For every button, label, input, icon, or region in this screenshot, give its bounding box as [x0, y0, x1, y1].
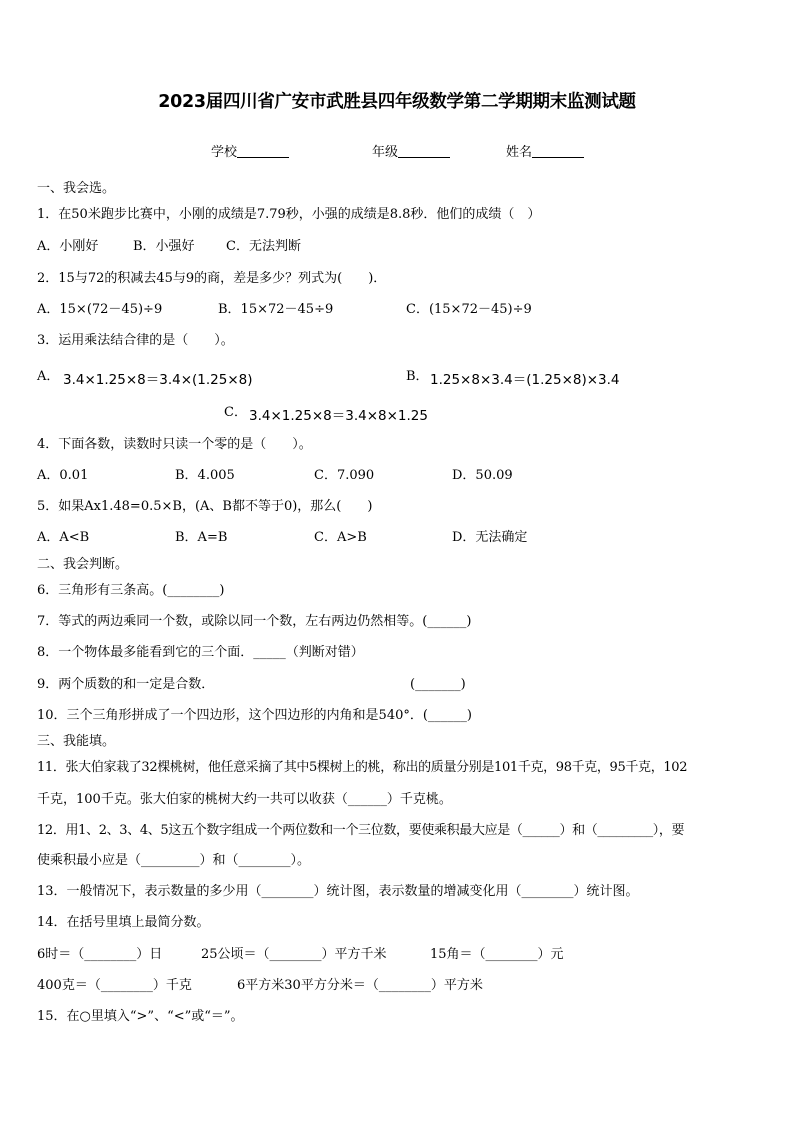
grade-label: 年级 [372, 145, 399, 160]
section-heading-2: 二、我会判断。 [37, 557, 129, 572]
q3-option-c[interactable] [224, 405, 247, 421]
q4-option-c[interactable]: C．7.090 [314, 468, 375, 483]
question-8: 8．一个物体最多能看到它的三个面．_____（判断对错） [37, 645, 364, 660]
question-13: 13．一般情况下，表示数量的多少用（________）统计图，表示数量的增减变化用（________）统计图。 [37, 884, 639, 899]
question-9: 9．两个质数的和一定是合数． [37, 677, 215, 692]
q3-option-c-label: C． [224, 405, 247, 420]
question-10: 10．三个三角形拼成了一个四边形，这个四边形的内角和是540°．(______) [37, 708, 472, 723]
grade-field[interactable] [372, 141, 450, 160]
q1-option-a[interactable]: A．小刚好 [37, 239, 99, 254]
q5-option-c[interactable]: C．A>B [314, 530, 367, 545]
question-15: 15．在○里填入“>”、“<”或“＝”。 [37, 1009, 244, 1024]
q5-option-d[interactable]: D．无法确定 [452, 530, 528, 545]
question-11-line-1: 11．张大伯家栽了32棵桃树，他任意采摘了其中5棵树上的桃，称出的质量分别是101千克，98千克，95千克，102 [37, 760, 688, 775]
q9-answer-blank[interactable]: (_______) [410, 677, 466, 692]
question-12-line-2: 使乘积最小应是（_________）和（________）。 [37, 853, 311, 868]
q4-option-b[interactable]: B．4.005 [175, 468, 235, 483]
question-5: 5．如果Ax1.48=0.5×B，(A、B都不等于0)，那么( ) [37, 499, 373, 514]
school-field[interactable] [211, 141, 289, 160]
question-11-line-2: 千克，100千克。张大伯家的桃树大约一共可以收获（______）千克桃。 [37, 792, 452, 807]
question-14: 14．在括号里填上最简分数。 [37, 915, 210, 930]
school-blank[interactable] [237, 145, 289, 158]
section-heading-3: 三、我能填。 [37, 734, 116, 749]
q5-option-b[interactable]: B．A=B [175, 530, 228, 545]
grade-blank[interactable] [398, 145, 450, 158]
name-label: 姓名 [506, 145, 533, 160]
question-2: 2．15与72的积减去45与9的商，差是多少？列式为( )． [37, 271, 387, 286]
q3-option-b-label: B． [406, 369, 429, 384]
page-title: 2023届四川省广安市武胜县四年级数学第二学期期末监测试题 [158, 92, 636, 112]
question-4: 4．下面各数，读数时只读一个零的是（ ）。 [37, 437, 312, 452]
q14-item-hours: 6时＝（________）日 [37, 947, 163, 962]
q3-option-b[interactable] [406, 369, 429, 385]
q4-option-a[interactable]: A．0.01 [37, 468, 89, 483]
q14-item-jiao: 15角＝（________）元 [430, 947, 564, 962]
q5-option-a[interactable]: A．A<B [37, 530, 90, 545]
q1-option-c[interactable]: C．无法判断 [226, 239, 301, 254]
q3-option-a-math: 3.4×1.25×8＝3.4×(1.25×8) [63, 372, 253, 388]
q2-option-b[interactable]: B．15×72－45÷9 [218, 302, 334, 317]
q2-option-a[interactable]: A．15×(72－45)÷9 [37, 302, 163, 317]
q3-option-b-math: 1.25×8×3.4＝(1.25×8)×3.4 [430, 372, 620, 388]
q3-option-a-label: A． [37, 369, 60, 384]
question-6: 6．三角形有三条高。(________) [37, 583, 225, 598]
school-label: 学校 [211, 145, 238, 160]
name-field[interactable] [506, 141, 584, 160]
q3-option-a[interactable] [37, 369, 59, 385]
q14-item-hectares: 25公顷＝（________）平方千米 [201, 947, 387, 962]
name-blank[interactable] [532, 145, 584, 158]
q3-option-c-math: 3.4×1.25×8＝3.4×8×1.25 [249, 408, 428, 424]
q2-option-c[interactable]: C．(15×72－45)÷9 [406, 302, 532, 317]
section-heading-1: 一、我会选。 [37, 181, 116, 196]
q14-item-grams: 400克＝（________）千克 [37, 978, 192, 993]
q14-item-square-meters: 6平方米30平方分米＝（________）平方米 [237, 978, 483, 993]
question-1: 1．在50米跑步比赛中，小刚的成绩是7.79秒，小强的成绩是8.8秒．他们的成绩（ ） [37, 207, 541, 222]
q1-option-b[interactable]: B．小强好 [133, 239, 195, 254]
question-12-line-1: 12．用1、2、3、4、5这五个数字组成一个两位数和一个三位数，要使乘积最大应是（______）和（_________），要 [37, 823, 685, 838]
question-3: 3．运用乘法结合律的是（ ）。 [37, 333, 234, 348]
q4-option-d[interactable]: D．50.09 [452, 468, 513, 483]
question-7: 7．等式的两边乘同一个数，或除以同一个数，左右两边仍然相等。(______) [37, 614, 472, 629]
